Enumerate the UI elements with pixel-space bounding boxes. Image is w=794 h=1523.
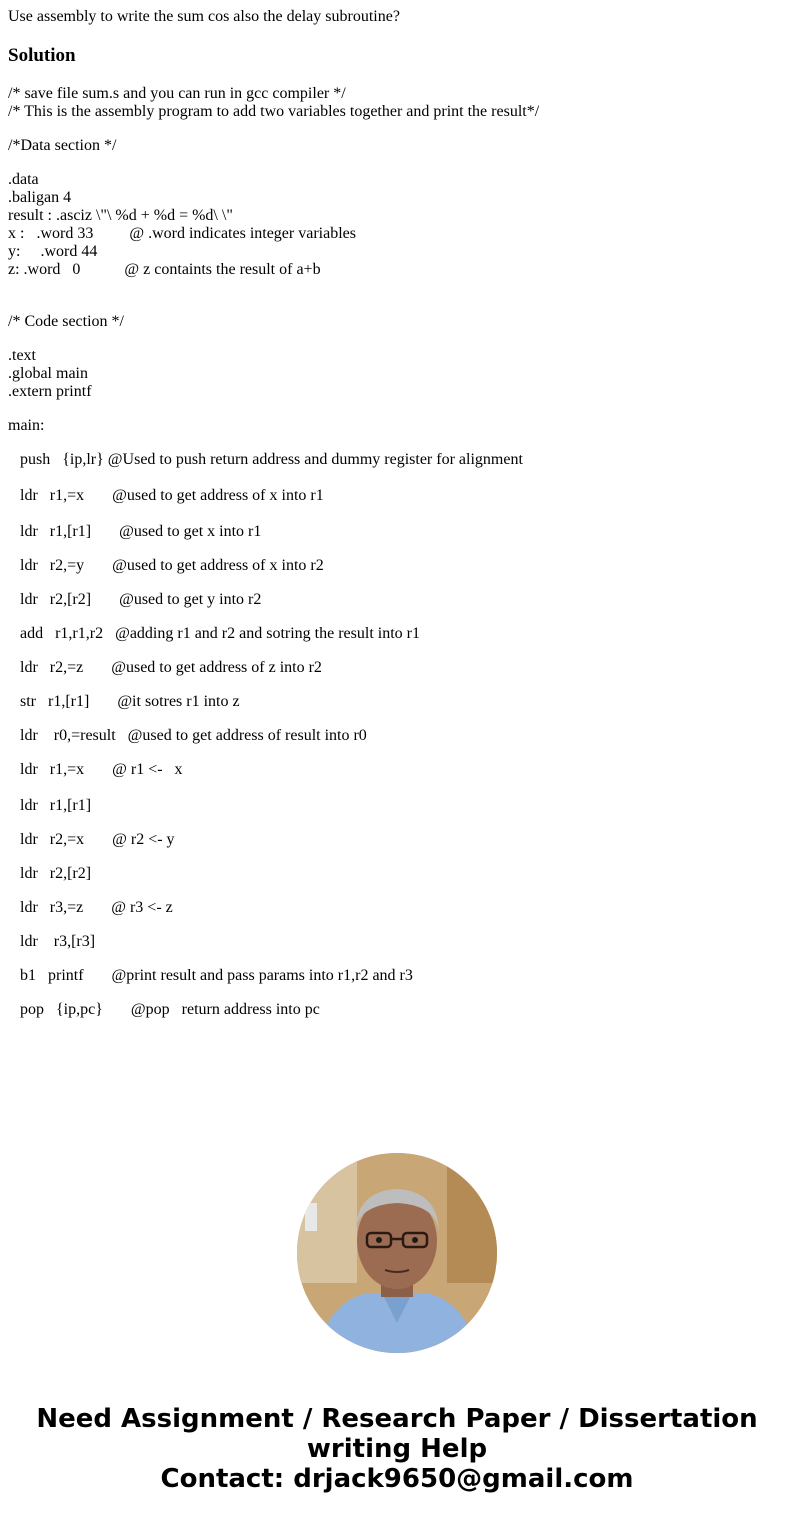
data-line: result : .asciz \"\ %d + %d = %d\ \": [8, 207, 233, 224]
footer-contact: Contact: drjack9650@gmail.com: [160, 1464, 634, 1494]
question-text: Use assembly to write the sum cos also the delay subroutine?: [8, 8, 400, 25]
directive-line: .text: [8, 347, 36, 364]
avatar: [297, 1153, 497, 1353]
instruction-line: ldr r2,[r2] @used to get y into r2: [20, 591, 262, 608]
instruction-line: ldr r1,[r1] @used to get x into r1: [20, 523, 262, 540]
comment-line: /* save file sum.s and you can run in gcc compiler */: [8, 85, 346, 102]
data-line: .data: [8, 171, 39, 188]
instruction-line: ldr r3,[r3]: [20, 933, 96, 950]
comment-line: /* This is the assembly program to add two variables together and print the result*/: [8, 103, 540, 120]
data-line: .baligan 4: [8, 189, 72, 206]
instruction-line: ldr r1,=x @used to get address of x into r1: [20, 487, 324, 504]
data-line: z: .word 0 @ z containts the result of a+b: [8, 261, 321, 278]
data-section-comment: /*Data section */: [8, 137, 117, 154]
instruction-line: ldr r2,=y @used to get address of x into r2: [20, 557, 324, 574]
solution-heading: Solution: [8, 45, 76, 66]
instruction-line: ldr r2,=x @ r2 <- y: [20, 831, 175, 848]
main-label: main:: [8, 417, 45, 434]
directive-line: .extern printf: [8, 383, 92, 400]
instruction-line: ldr r2,=z @used to get address of z into r2: [20, 659, 322, 676]
instruction-line: ldr r1,[r1]: [20, 797, 92, 814]
data-line: x : .word 33 @ .word indicates integer variables: [8, 225, 356, 242]
instruction-line: add r1,r1,r2 @adding r1 and r2 and sotring the result into r1: [20, 625, 420, 642]
data-line: y: .word 44: [8, 243, 98, 260]
instruction-line: ldr r2,[r2]: [20, 865, 92, 882]
instruction-line: ldr r0,=result @used to get address of result into r0: [20, 727, 367, 744]
instruction-line: str r1,[r1] @it sotres r1 into z: [20, 693, 240, 710]
code-section-comment: /* Code section */: [8, 313, 124, 330]
directive-line: .global main: [8, 365, 88, 382]
instruction-line: ldr r3,=z @ r3 <- z: [20, 899, 173, 916]
footer-line: writing Help: [306, 1434, 488, 1464]
instruction-line: push {ip,lr} @Used to push return address and dummy register for alignment: [20, 451, 523, 468]
portrait-image: [297, 1153, 497, 1353]
instruction-line: b1 printf @print result and pass params into r1,r2 and r3: [20, 967, 413, 984]
instruction-line: ldr r1,=x @ r1 <- x: [20, 761, 183, 778]
instruction-line: pop {ip,pc} @pop return address into pc: [20, 1001, 320, 1018]
footer-line: Need Assignment / Research Paper / Dissertation: [36, 1404, 758, 1434]
